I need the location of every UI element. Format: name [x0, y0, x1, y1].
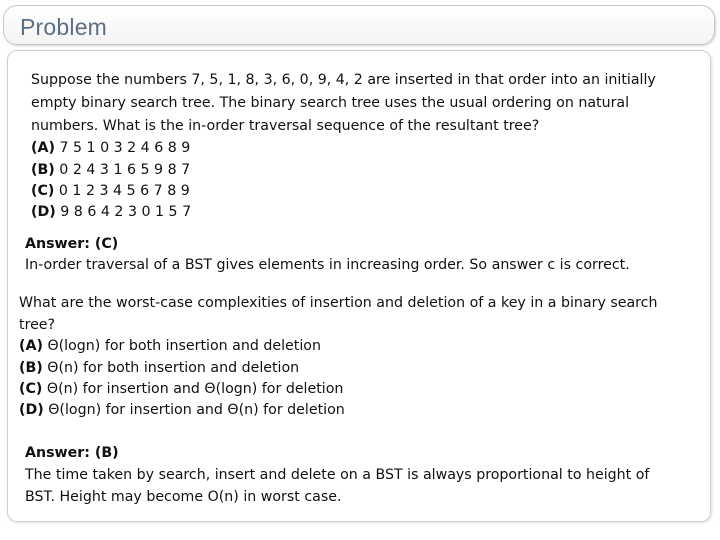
option-text: 0 2 4 3 1 6 5 9 8 7 [54, 162, 191, 178]
q1-option-c [31, 180, 190, 202]
q2-option-b [19, 357, 299, 379]
q2-option-a [19, 335, 321, 357]
option-label: (C) [31, 183, 55, 199]
q2-explanation-line-1: The time taken by search, insert and delete on a BST is always proportional to height of [25, 467, 650, 483]
option-label: (C) [19, 381, 43, 397]
q2-answer: Answer: (B) [25, 445, 119, 461]
option-label: (D) [19, 402, 44, 418]
title-bar [3, 5, 715, 45]
q1-answer: Answer: (C) [25, 236, 119, 252]
option-label: (B) [19, 360, 43, 376]
option-label: (D) [31, 204, 56, 220]
q1-text-line-1: Suppose the numbers 7, 5, 1, 8, 3, 6, 0, 9, 4, 2 are inserted in that order into an initially [31, 72, 656, 88]
page-title: Problem [20, 14, 108, 40]
option-label: (B) [31, 162, 55, 178]
q1-option-a [31, 137, 190, 159]
option-text: 9 8 6 4 2 3 0 1 5 7 [55, 204, 192, 220]
option-text: Θ(logn) for insertion and Θ(n) for deletion [43, 402, 345, 418]
option-text: 7 5 1 0 3 2 4 6 8 9 [54, 140, 191, 156]
option-text: Θ(n) for insertion and Θ(logn) for deletion [42, 381, 344, 397]
option-text: Θ(n) for both insertion and deletion [42, 360, 300, 376]
q1-option-b [31, 159, 190, 181]
q2-explanation-line-2: BST. Height may become O(n) in worst case. [25, 489, 342, 505]
q2-text-line-1: What are the worst-case complexities of insertion and deletion of a key in a binary search [19, 295, 658, 311]
option-label: (A) [19, 338, 43, 354]
option-text: Θ(logn) for both insertion and deletion [42, 338, 321, 354]
q2-text-line-2: tree? [19, 317, 56, 333]
q1-explanation-line-1: In-order traversal of a BST gives elements in increasing order. So answer c is correct. [25, 257, 630, 273]
q2-option-d [19, 399, 345, 421]
option-text: 0 1 2 3 4 5 6 7 8 9 [54, 183, 190, 199]
q2-option-c [19, 378, 343, 400]
q1-text-line-2: empty binary search tree. The binary search tree uses the usual ordering on natural [31, 95, 630, 111]
q1-text-line-3: numbers. What is the in-order traversal sequence of the resultant tree? [31, 118, 540, 134]
option-label: (A) [31, 140, 55, 156]
q1-option-d [31, 201, 191, 223]
